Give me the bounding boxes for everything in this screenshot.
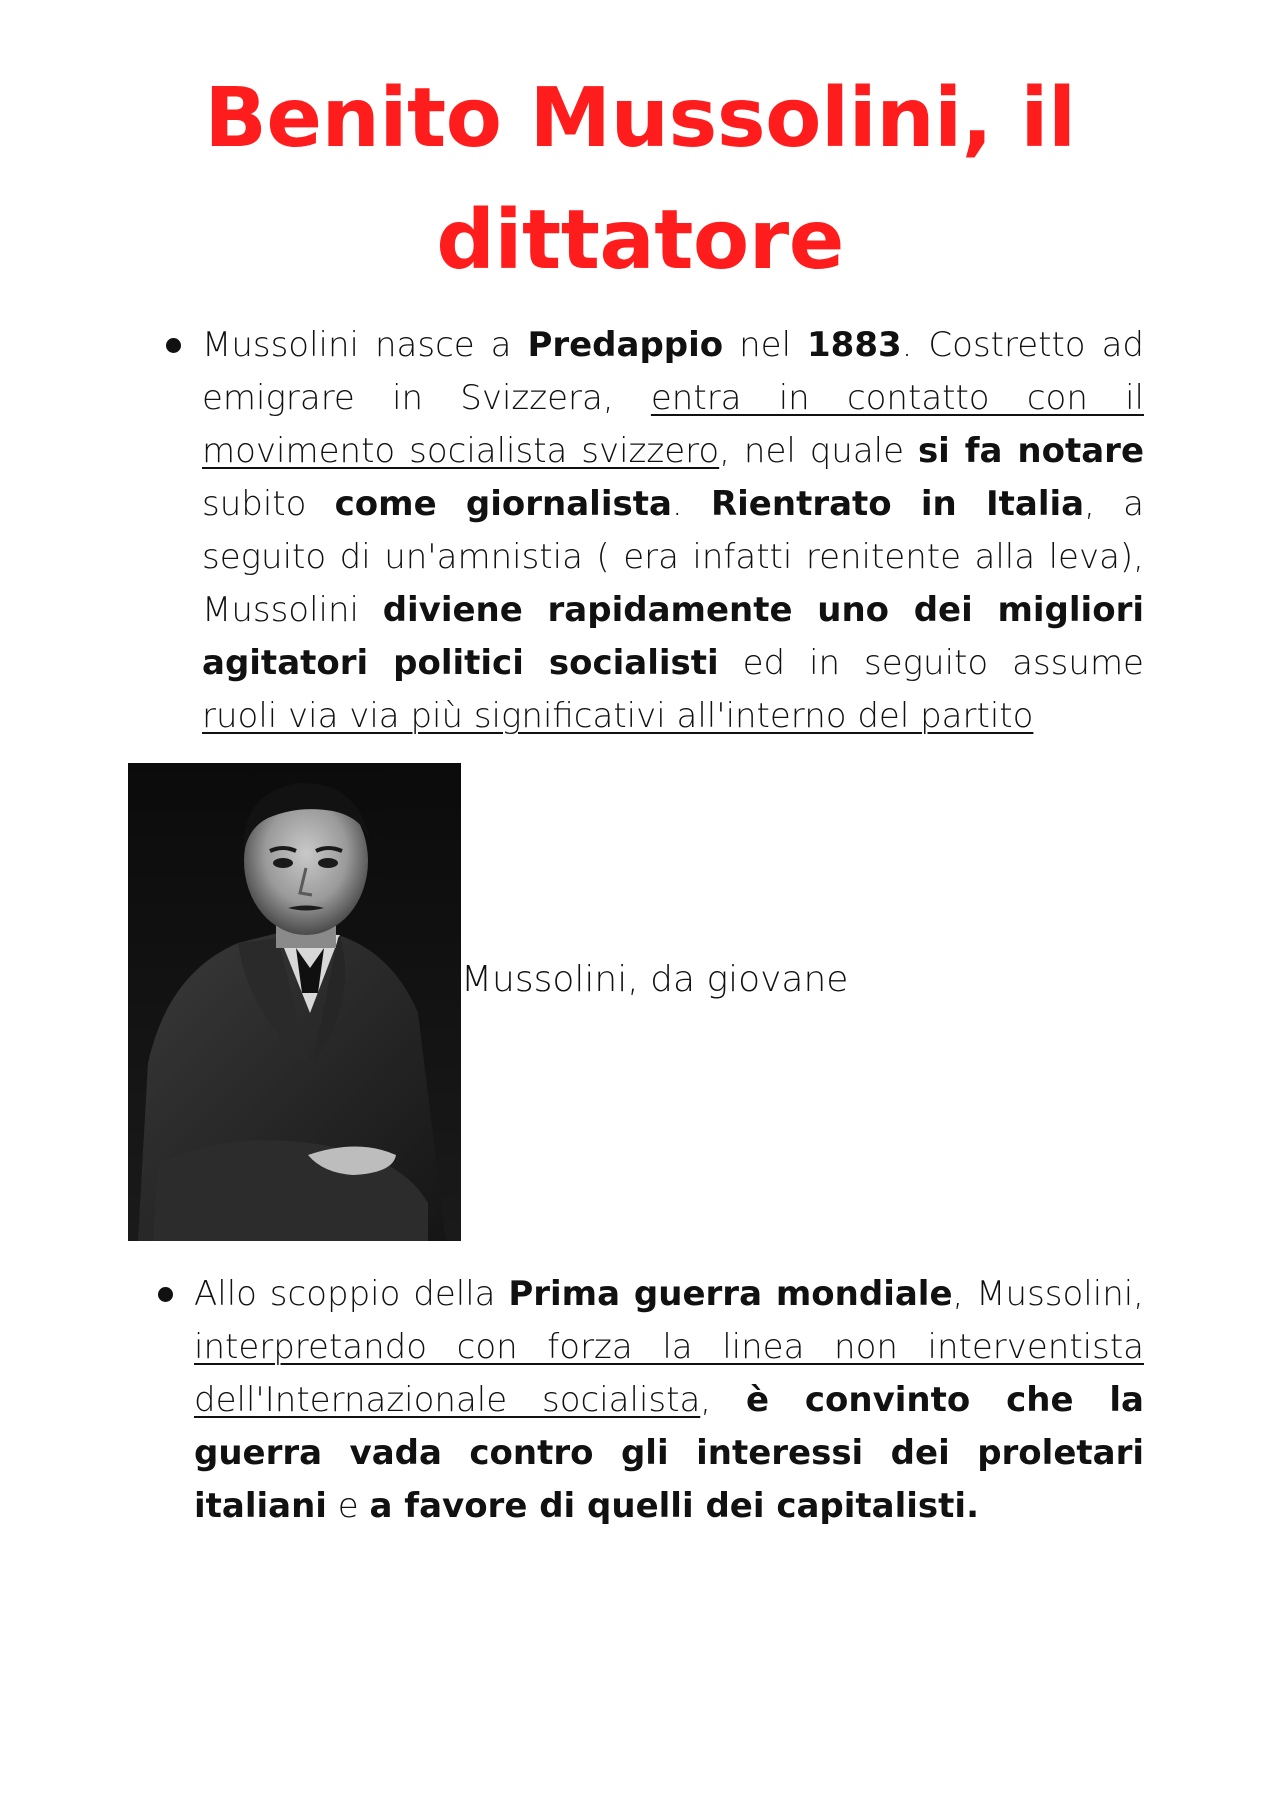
bold-text-world-war: Prima guerra mondiale — [508, 1274, 953, 1314]
text-run: nel — [723, 325, 807, 365]
bullet-dot — [166, 338, 181, 353]
bullet-dot — [158, 1287, 173, 1302]
text-run: , — [700, 1380, 746, 1420]
bold-text-agitator: diviene rapidamente uno dei migliori agitatori politici socialisti — [202, 590, 1144, 683]
bold-text-journalist: come giornalista — [334, 484, 672, 524]
text-run: . — [671, 484, 711, 524]
bold-text-return-italy: Rientrato in Italia — [710, 484, 1085, 524]
text-run: , Mussolini, — [952, 1274, 1144, 1314]
text-run: , a seguito di un'amnistia ( era infatti renitente alla leva), Mussolini — [202, 484, 1144, 630]
bold-text-notice: si fa notare — [917, 431, 1144, 471]
title-line-1: Benito Mussolini, il — [204, 71, 1076, 166]
underlined-text-party-roles: ruoli via via più significativi all'interno del partito — [202, 696, 1034, 736]
portrait-photo-icon — [128, 763, 461, 1241]
bold-text-capitalists: a favore di quelli dei capitalisti. — [369, 1486, 979, 1526]
text-run: , nel quale — [719, 431, 918, 471]
bold-text-conviction: è convinto che la guerra vada contro gli interessi dei proletari italiani — [194, 1380, 1144, 1526]
text-run: ed in seguito assume — [718, 643, 1144, 683]
bold-text-predappio: Predappio — [527, 325, 724, 365]
text-run: subito — [202, 484, 335, 524]
underlined-text-non-interventist: interpretando con forza la linea non interventista dell'Internazionale socialista — [194, 1327, 1144, 1420]
bold-text-year: 1883 — [807, 325, 902, 365]
text-run: e — [326, 1486, 370, 1526]
bullet-paragraph-war — [194, 1268, 1144, 1533]
text-run: Mussolini nasce a — [202, 325, 528, 365]
title-line-2: dittatore — [436, 193, 844, 288]
portrait-photo — [128, 763, 461, 1241]
text-run: Allo scoppio della — [194, 1274, 509, 1314]
image-caption: Mussolini, da giovane — [461, 959, 849, 1000]
page-title — [0, 58, 1280, 302]
text-run: . Costretto ad emigrare in Svizzera, — [202, 325, 1144, 418]
bullet-paragraph-biography — [202, 319, 1144, 743]
underlined-text-socialist-contact: entra in contatto con il movimento socialista svizzero — [202, 378, 1144, 471]
